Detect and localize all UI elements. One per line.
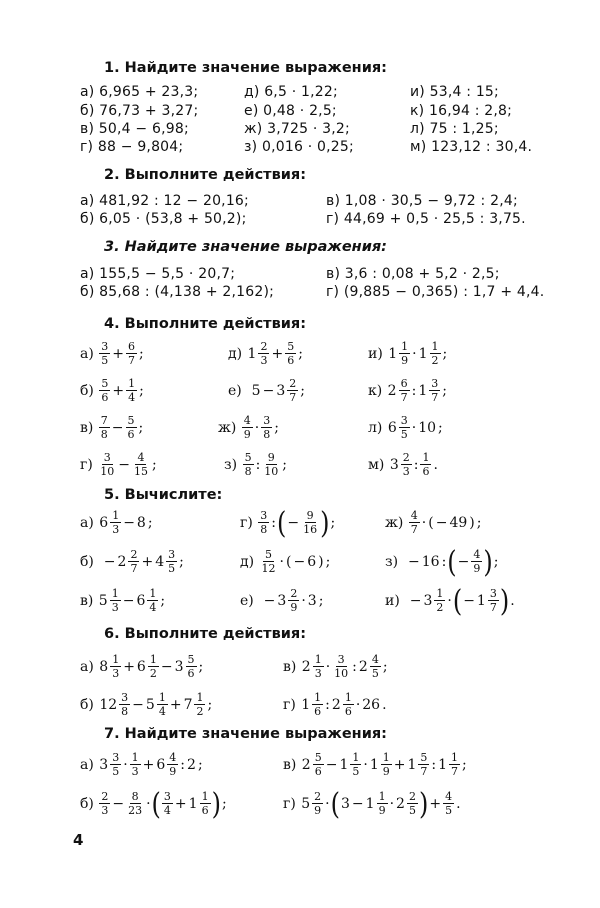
- s1-item-d: д) 6,5 · 1,22;: [244, 84, 338, 100]
- s4-item-zh: ж) 4 9 · 3 8 ;: [218, 414, 279, 441]
- section-2-title: 2. Выполните действия:: [104, 167, 307, 183]
- s3-item-a: а) 155,5 − 5,5 · 20,7;: [80, 266, 236, 282]
- s3-item-g: г) (9,885 − 0,365) : 1,7 + 4,4.: [326, 284, 545, 300]
- s2-item-g: г) 44,69 + 0,5 · 25,5 : 3,75.: [326, 211, 526, 227]
- s5-item-z: з) − 16 : ( − $\frac{4}{9}$ ) ;: [385, 544, 499, 579]
- s2-item-b: б) 6,05 · (53,8 + 50,2);: [80, 211, 247, 227]
- s1-item-a: а) 6,965 + 23,3;: [80, 84, 199, 100]
- s3-item-v: в) 3,6 : 0,08 + 5,2 · 2,5;: [326, 266, 500, 282]
- s5-item-b: б) − 2 2 7 + 4 3 5 ;: [80, 548, 184, 575]
- s4-item-i: и) 1 1 9 · 1 1 2 ;: [368, 340, 448, 367]
- page-number: 4: [73, 831, 84, 849]
- s1-item-m: м) 123,12 : 30,4.: [410, 139, 533, 155]
- s4-item-k: к) 2 6 7 : 1 3 7 ;: [368, 377, 447, 404]
- s1-item-i: и) 53,4 : 15;: [410, 84, 499, 100]
- section-1-title: 1. Найдите значение выражения:: [104, 60, 387, 76]
- s5-item-zh: ж) 4 7 · ( − 49 ) ;: [385, 509, 482, 536]
- s7-item-v: в) 2 5 6 − 1 1 5 · 1 1 9 + 1 5 7 : 1 1 7 ;: [283, 751, 467, 778]
- section-3-title: 3. Найдите значение выражения:: [104, 239, 387, 255]
- s4-item-b: б) 5 6 + $\frac{1}{4}$ ;: [80, 377, 144, 404]
- s7-item-a: а) 3 3 5 · 1 3 + 6 4 9 : 2 ;: [80, 751, 203, 778]
- s4-item-v: в) 7 8 − $\frac{5}{6}$ ;: [80, 414, 144, 441]
- s7-item-b: б) 2 3 − $\frac{8}{23}$ · ( 3 4 + 1 1 6 ) ;: [80, 786, 227, 821]
- s4-item-d: д) 1 2 3 + $\frac{5}{6}$ ;: [228, 340, 303, 367]
- s5-item-a: а) 6 1 3 − 8 ;: [80, 509, 153, 536]
- section-6-title: 6. Выполните действия:: [104, 626, 307, 642]
- s6-item-v: в) 2 1 3 · 3 10 : 2 4 5 ;: [283, 653, 388, 680]
- s6-item-g: г) 1 1 6 : 2 1 6 · 26 .: [283, 691, 387, 718]
- s1-item-e: е) 0,48 · 2,5;: [244, 103, 337, 119]
- s2-item-a: а) 481,92 : 12 − 20,16;: [80, 193, 249, 209]
- s5-item-v: в) 5 1 3 − 6 1 4 ;: [80, 587, 166, 614]
- s1-item-zh: ж) 3,725 · 3,2;: [244, 121, 350, 137]
- s1-item-l: л) 75 : 1,25;: [410, 121, 499, 137]
- s4-item-l: л) 6 3 5 · 10 ;: [368, 414, 443, 441]
- s1-item-v: в) 50,4 − 6,98;: [80, 121, 189, 137]
- s5-item-d: д) 5 12 · ( − 6 ) ;: [240, 548, 331, 575]
- s6-item-b: б) 12 3 8 − 5 1 4 + 7 1 2 ;: [80, 691, 213, 718]
- s4-item-a: а) 3 5 + $\frac{6}{7}$ ;: [80, 340, 144, 367]
- s4-item-z: з) 5 8 : 9 10 ;: [224, 451, 287, 478]
- s5-item-e: е) − 3 2 9 · 3 ;: [240, 587, 324, 614]
- s5-item-i: и) − 3 1 2 · ( − 1 3 7 ) .: [385, 583, 515, 618]
- section-7-title: 7. Найдите значение выражения:: [104, 726, 387, 742]
- section-4-title: 4. Выполните действия:: [104, 316, 307, 332]
- s3-item-b: б) 85,68 : (4,138 + 2,162);: [80, 284, 275, 300]
- section-5-title: 5. Вычислите:: [104, 487, 223, 503]
- s7-item-g: г) 5 2 9 · ( 3 − 1 1 9 · 2 2 5 ) + $\frac{4}{5}$ .: [283, 786, 461, 821]
- s1-item-g: г) 88 − 9,804;: [80, 139, 184, 155]
- s6-item-a: а) 8 1 3 + 6 1 2 − 3 5 6 ;: [80, 653, 204, 680]
- s4-item-e: е) 5 − 3 2 7 ;: [228, 377, 305, 404]
- s4-item-m: м) 3 2 3 : 1 6 .: [368, 451, 438, 478]
- s2-item-v: в) 1,08 · 30,5 − 9,72 : 2,4;: [326, 193, 518, 209]
- s1-item-z: з) 0,016 · 0,25;: [244, 139, 354, 155]
- s1-item-k: к) 16,94 : 2,8;: [410, 103, 513, 119]
- s5-item-g: г) 3 8 : ( − $\frac{9}{16}$ ) ;: [240, 505, 336, 540]
- s4-item-g: г) 3 10 − $\frac{4}{15}$ ;: [80, 451, 157, 478]
- s1-item-b: б) 76,73 + 3,27;: [80, 103, 199, 119]
